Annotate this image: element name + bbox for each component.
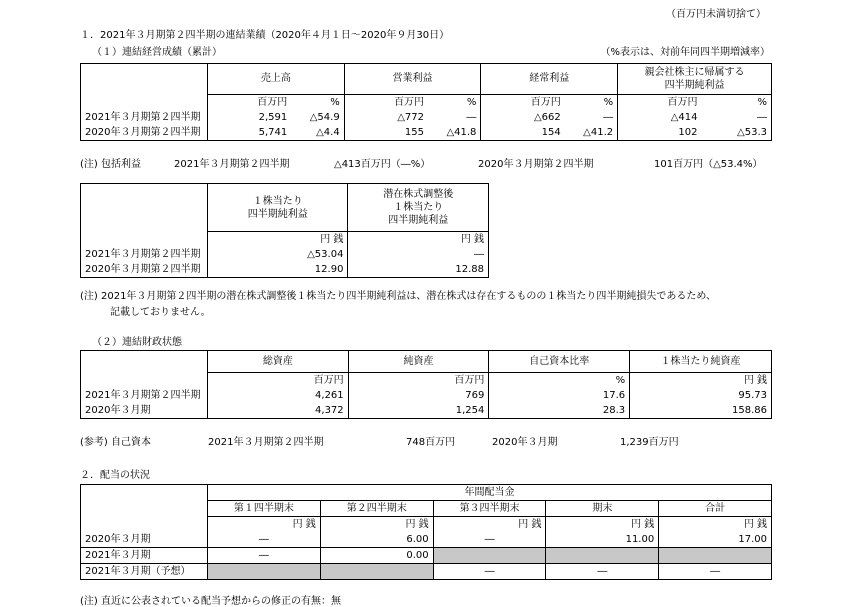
cell: ―	[207, 532, 320, 548]
cell: 17.6	[489, 388, 630, 403]
sub1-note-right: （%表示は、対前年同四半期増減率）	[600, 47, 770, 58]
row-label: 2021年３月期（予想）	[81, 564, 208, 580]
table-row	[81, 564, 772, 580]
cell: △54.9	[291, 110, 344, 125]
col-eps-line1: １株当たり	[252, 195, 303, 207]
row-label: 2021年３月期第２四半期	[81, 110, 208, 125]
unit: 百万円	[481, 95, 565, 111]
col-eps	[207, 184, 347, 232]
cell: 2,591	[207, 110, 291, 125]
section1-title: １．2021年３月期第２四半期の連結業績（2020年４月１日～2020年９月30日）	[80, 30, 450, 41]
cell: 4,372	[207, 403, 348, 419]
comprehensive-income-label: (注) 包括利益	[80, 159, 141, 170]
col-total-assets: 総資産	[207, 351, 348, 373]
row-label: 2020年３月期	[81, 532, 208, 548]
unit: 円 銭	[348, 232, 489, 248]
unit: %	[489, 373, 630, 389]
cell: ―	[428, 110, 481, 125]
unit: 百万円	[207, 373, 348, 389]
eps-note-line2: 記載しておりません。	[110, 307, 211, 318]
cell: 154	[481, 125, 565, 141]
cell-shaded	[207, 564, 320, 580]
unit: 百万円	[618, 95, 702, 111]
cell: 6.00	[320, 532, 433, 548]
cell: △41.8	[428, 125, 481, 141]
col-bps: １株当たり純資産	[630, 351, 772, 373]
row-label: 2020年３月期	[81, 403, 208, 419]
col-net-assets: 純資産	[348, 351, 489, 373]
table-row	[81, 125, 772, 141]
col-year-end: 期末	[546, 501, 659, 517]
col-q3-end: 第３四半期末	[433, 501, 546, 517]
cell: ―	[565, 110, 618, 125]
section2-title: ２．配当の状況	[80, 470, 150, 481]
unit: 円 銭	[659, 517, 772, 533]
cell: △53.3	[702, 125, 772, 141]
cell: △41.2	[565, 125, 618, 141]
equity-reference-value1: 748百万円	[406, 437, 456, 448]
operating-results-table	[80, 63, 772, 141]
table-row	[81, 532, 772, 548]
unit: %	[428, 95, 481, 111]
sub1-title: （１）連結経営成績（累計）	[92, 47, 222, 58]
unit: %	[702, 95, 772, 111]
unit: 百万円	[207, 95, 291, 111]
cell: 95.73	[630, 388, 772, 403]
row-label: 2020年３月期第２四半期	[81, 262, 208, 278]
col-diluted-eps-line2: １株当たり	[393, 202, 444, 213]
cell: 155	[344, 125, 428, 141]
table-row	[81, 403, 772, 419]
row-label: 2020年３月期第２四半期	[81, 125, 208, 141]
cell: 28.3	[489, 403, 630, 419]
cell: △53.04	[207, 247, 347, 262]
header-blank	[81, 64, 208, 95]
cell: ―	[207, 548, 320, 564]
col-operating-profit: 営業利益	[344, 64, 481, 95]
unit: %	[565, 95, 618, 111]
equity-reference-label: (参考) 自己資本	[80, 437, 151, 448]
cell: 17.00	[659, 532, 772, 548]
table-row	[81, 388, 772, 403]
col-q2-end: 第２四半期末	[320, 501, 433, 517]
row-label: 2021年３月期第２四半期	[81, 247, 208, 262]
col-diluted-eps-line1: 潜在株式調整後	[383, 189, 454, 200]
equity-reference-value2: 1,239百万円	[620, 437, 679, 448]
unit-note: （百万円未満切捨て）	[666, 9, 766, 20]
cell-shaded	[320, 564, 433, 580]
cell: ―	[433, 564, 546, 580]
cell: 11.00	[546, 532, 659, 548]
table-row	[81, 262, 489, 278]
table-row	[81, 548, 772, 564]
col-net-income	[618, 64, 772, 95]
cell: △4.4	[291, 125, 344, 141]
table-row	[81, 247, 489, 262]
col-sales: 売上高	[207, 64, 344, 95]
unit: %	[291, 95, 344, 111]
cell: 102	[618, 125, 702, 141]
row-label: 2021年３月期第２四半期	[81, 388, 208, 403]
unit: 円 銭	[207, 517, 320, 533]
unit: 円 銭	[320, 517, 433, 533]
cell: ―	[702, 110, 772, 125]
col-ordinary-profit: 経常利益	[481, 64, 618, 95]
cell: ―	[433, 532, 546, 548]
table-row	[81, 110, 772, 125]
eps-note-line1: (注) 2021年３月期第２四半期の潜在株式調整後１株当たり四半期純利益は、潜在株式は存在するものの１株当たり四半期純損失であるため、	[80, 291, 717, 302]
unit: 円 銭	[433, 517, 546, 533]
equity-reference-period1: 2021年３月期第２四半期	[208, 437, 324, 448]
cell: ―	[659, 564, 772, 580]
comprehensive-income-value2: 101百万円（△53.4%）	[654, 159, 763, 170]
cell: △662	[481, 110, 565, 125]
col-total: 合計	[659, 501, 772, 517]
annual-dividend-header: 年間配当金	[207, 485, 771, 501]
col-equity-ratio: 自己資本比率	[489, 351, 630, 373]
cell: 12.90	[207, 262, 347, 278]
col-eps-line2: 四半期純利益	[247, 208, 308, 220]
comprehensive-income-period2: 2020年３月期第２四半期	[478, 159, 594, 170]
comprehensive-income-period1: 2021年３月期第２四半期	[174, 159, 290, 170]
dividends-table	[80, 484, 772, 580]
cell: 769	[348, 388, 489, 403]
financial-position-table	[80, 350, 772, 419]
cell-shaded	[433, 548, 546, 564]
cell-shaded	[546, 548, 659, 564]
cell: 0.00	[320, 548, 433, 564]
cell: 5,741	[207, 125, 291, 141]
cell: 1,254	[348, 403, 489, 419]
cell: ―	[348, 247, 489, 262]
col-q1-end: 第１四半期末	[207, 501, 320, 517]
unit: 円 銭	[546, 517, 659, 533]
unit: 百万円	[344, 95, 428, 111]
unit: 円 銭	[207, 232, 347, 248]
eps-table	[80, 183, 489, 278]
unit: 円 銭	[630, 373, 772, 389]
cell: 158.86	[630, 403, 772, 419]
cell: △414	[618, 110, 702, 125]
col-net-income-line2: 四半期純利益	[664, 80, 725, 91]
col-diluted-eps	[348, 184, 489, 232]
cell: 12.88	[348, 262, 489, 278]
equity-reference-period2: 2020年３月期	[492, 437, 558, 448]
comprehensive-income-value1: △413百万円（―%）	[334, 159, 431, 170]
cell: 4,261	[207, 388, 348, 403]
sub2-title: （２）連結財政状態	[92, 337, 182, 348]
col-net-income-line1: 親会社株主に帰属する	[644, 67, 745, 78]
cell-shaded	[659, 548, 772, 564]
unit: 百万円	[348, 373, 489, 389]
row-label: 2021年３月期	[81, 548, 208, 564]
col-diluted-eps-line3: 四半期純利益	[388, 215, 449, 226]
dividend-footnote: (注) 直近に公表されている配当予想からの修正の有無：無	[80, 596, 341, 607]
cell: ―	[546, 564, 659, 580]
cell: △772	[344, 110, 428, 125]
